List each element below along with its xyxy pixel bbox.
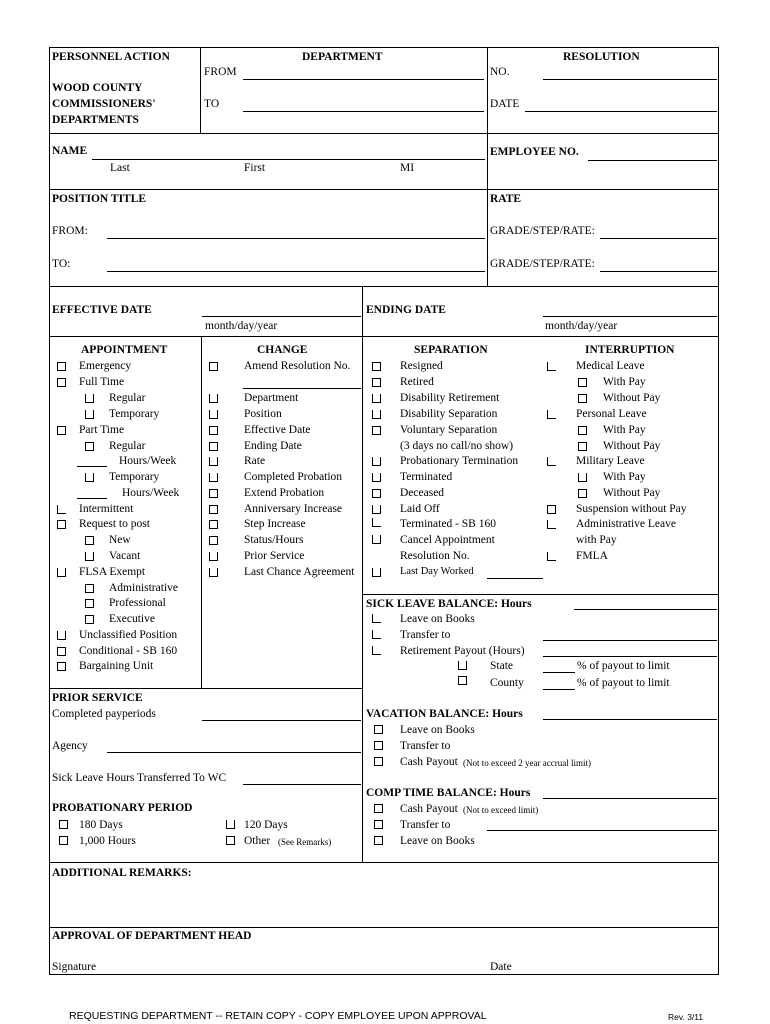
effective-date-change-checkbox[interactable]: [209, 426, 218, 435]
appointment-option: Executive: [109, 613, 155, 625]
name-field[interactable]: [92, 147, 485, 160]
administrative-checkbox[interactable]: [85, 584, 94, 593]
appointment-option: Part Time: [79, 424, 125, 436]
comp-leave-on-books-checkbox[interactable]: [374, 836, 383, 845]
extend-probation-checkbox[interactable]: [209, 489, 218, 498]
intermittent-checkbox[interactable]: [57, 505, 66, 514]
military-leave-checkbox[interactable]: [547, 457, 556, 466]
sick-leave-option: Retirement Payout (Hours): [400, 645, 525, 657]
appointment-heading: APPOINTMENT: [81, 344, 168, 356]
sick-leave-option: State: [490, 660, 513, 672]
interruption-option: Administrative Leave: [576, 518, 676, 530]
separation-note: (3 days no call/no show): [400, 440, 514, 452]
change-option: Status/Hours: [244, 534, 304, 546]
change-option: Rate: [244, 455, 266, 467]
interruption-option: With Pay: [603, 471, 646, 483]
approval-heading: APPROVAL OF DEPARTMENT HEAD: [52, 930, 252, 942]
completed-probation-checkbox[interactable]: [209, 473, 218, 482]
terminated-sb160-checkbox[interactable]: [372, 518, 381, 527]
county-percent-blank[interactable]: [543, 689, 575, 690]
vacation-cash-payout-checkbox[interactable]: [374, 757, 383, 766]
professional-checkbox[interactable]: [85, 599, 94, 608]
medical-with-pay-checkbox[interactable]: [578, 378, 587, 387]
department-change-checkbox[interactable]: [209, 394, 218, 403]
appointment-option: Conditional - SB 160: [79, 645, 178, 657]
signature-label: Signature: [52, 961, 97, 973]
appointment-option: Bargaining Unit: [79, 660, 154, 672]
completed-payperiods-label: Completed payperiods: [52, 708, 156, 720]
grade-to-label: GRADE/STEP/RATE:: [490, 258, 595, 270]
change-option: Anniversary Increase: [244, 503, 343, 515]
resolution-no-label: NO.: [490, 66, 510, 78]
divider: [201, 336, 202, 688]
resolution-no-field[interactable]: [543, 67, 717, 80]
approval-date-label: Date: [490, 961, 512, 973]
vacation-option: Transfer to: [400, 740, 451, 752]
full-time-regular-checkbox[interactable]: [85, 394, 94, 403]
interruption-option: with Pay: [576, 534, 617, 546]
footer-copy-note: REQUESTING DEPARTMENT -- RETAIN COPY - COPY EMPLOYEE UPON APPROVAL: [69, 1010, 487, 1022]
rate-label: RATE: [490, 193, 522, 205]
separation-option: Retired: [400, 376, 434, 388]
change-option: Completed Probation: [244, 471, 343, 483]
bargaining-unit-checkbox[interactable]: [57, 662, 66, 671]
interruption-heading: INTERRUPTION: [585, 344, 675, 356]
fmla-checkbox[interactable]: [547, 552, 556, 561]
interruption-option: With Pay: [603, 376, 646, 388]
cancel-appointment-checkbox[interactable]: [372, 535, 381, 544]
county-percent-label: % of payout to limit: [577, 677, 670, 689]
separation-option: Terminated - SB 160: [400, 518, 496, 530]
divider: [200, 47, 201, 133]
to-department-field[interactable]: [243, 99, 484, 112]
hours-week-blank[interactable]: [77, 498, 107, 499]
appointment-option: Regular: [109, 440, 146, 452]
prior-service-checkbox[interactable]: [209, 552, 218, 561]
status-hours-checkbox[interactable]: [209, 536, 218, 545]
position-title-label: POSITION TITLE: [52, 193, 147, 205]
step-increase-checkbox[interactable]: [209, 520, 218, 529]
separation-resolution-no: Resolution No.: [400, 550, 470, 562]
emergency-checkbox[interactable]: [57, 362, 66, 371]
separation-option: Terminated: [400, 471, 453, 483]
appointment-option: Hours/Week: [122, 487, 180, 499]
grade-from-label: GRADE/STEP/RATE:: [490, 225, 595, 237]
change-option: Extend Probation: [244, 487, 325, 499]
military-without-pay-checkbox[interactable]: [578, 489, 587, 498]
last-name-caption: Last: [110, 162, 130, 174]
comp-time-option: Cash Payout: [400, 803, 458, 815]
last-day-worked-blank[interactable]: [487, 578, 543, 579]
position-from-field[interactable]: [107, 226, 485, 239]
divider: [49, 286, 719, 287]
comp-time-heading: COMP TIME BALANCE: Hours: [366, 787, 531, 799]
new-checkbox[interactable]: [85, 536, 94, 545]
comp-transfer-blank[interactable]: [487, 830, 717, 831]
prior-service-heading: PRIOR SERVICE: [52, 692, 143, 704]
appointment-option: Professional: [109, 597, 166, 609]
comp-transfer-checkbox[interactable]: [374, 820, 383, 829]
agency-label: Agency: [52, 740, 88, 752]
comp-cash-note: (Not to exceed limit): [463, 805, 539, 815]
effective-date-label: EFFECTIVE DATE: [52, 304, 152, 316]
disability-separation-checkbox[interactable]: [372, 410, 381, 419]
vacation-option: Cash Payout: [400, 756, 458, 768]
divider: [49, 189, 719, 190]
flsa-exempt-checkbox[interactable]: [57, 568, 66, 577]
change-option: Ending Date: [244, 440, 302, 452]
amend-resolution-checkbox[interactable]: [209, 362, 218, 371]
terminated-checkbox[interactable]: [372, 473, 381, 482]
separation-option: Voluntary Separation: [400, 424, 498, 436]
vacation-option: Leave on Books: [400, 724, 475, 736]
administrative-leave-checkbox[interactable]: [547, 520, 556, 529]
interruption-option: FMLA: [576, 550, 608, 562]
divider: [49, 133, 719, 134]
retirement-payout-blank[interactable]: [543, 656, 717, 657]
probation-option: Other: [244, 835, 271, 847]
part-time-regular-checkbox[interactable]: [85, 442, 94, 451]
ending-date-label: ENDING DATE: [366, 304, 446, 316]
full-time-checkbox[interactable]: [57, 378, 66, 387]
probation-option: 180 Days: [79, 819, 123, 831]
appointment-option: Request to post: [79, 518, 150, 530]
suspension-without-pay-checkbox[interactable]: [547, 505, 556, 514]
interruption-option: Medical Leave: [576, 360, 645, 372]
state-percent-label: % of payout to limit: [577, 660, 670, 672]
last-chance-agreement-checkbox[interactable]: [209, 568, 218, 577]
interruption-option: Without Pay: [603, 440, 661, 452]
sick-leave-heading: SICK LEAVE BALANCE: Hours: [366, 598, 532, 610]
military-with-pay-checkbox[interactable]: [578, 473, 587, 482]
ending-date-format: month/day/year: [545, 320, 618, 332]
position-to-field[interactable]: [107, 259, 485, 272]
comp-time-hours-blank[interactable]: [543, 798, 717, 799]
effective-date-field[interactable]: [202, 304, 361, 317]
rate-change-checkbox[interactable]: [209, 457, 218, 466]
additional-remarks-heading: ADDITIONAL REMARKS:: [52, 867, 192, 879]
appointment-option: Unclassified Position: [79, 629, 178, 641]
separation-heading: SEPARATION: [414, 344, 488, 356]
county-payout-checkbox[interactable]: [458, 676, 467, 685]
first-name-caption: First: [244, 162, 266, 174]
employee-no-label: EMPLOYEE NO.: [490, 146, 579, 158]
resigned-checkbox[interactable]: [372, 362, 381, 371]
comp-time-option: Leave on Books: [400, 835, 475, 847]
appointment-option: New: [109, 534, 131, 546]
agency-blank[interactable]: [107, 752, 361, 753]
additional-remarks-area[interactable]: [52, 882, 716, 924]
name-label: NAME: [52, 145, 88, 157]
comp-time-option: Transfer to: [400, 819, 451, 831]
medical-leave-checkbox[interactable]: [547, 362, 556, 371]
disability-retirement-checkbox[interactable]: [372, 394, 381, 403]
probation-1000-hours-checkbox[interactable]: [59, 836, 68, 845]
conditional-sb160-checkbox[interactable]: [57, 647, 66, 656]
vacation-cash-note: (Not to exceed 2 year accrual limit): [463, 758, 591, 768]
sick-transfer-checkbox[interactable]: [372, 630, 381, 639]
effective-date-format: month/day/year: [205, 320, 278, 332]
middle-initial-caption: MI: [400, 162, 415, 174]
change-option: Position: [244, 408, 282, 420]
resolution-date-field[interactable]: [525, 99, 717, 112]
interruption-option: With Pay: [603, 424, 646, 436]
request-to-post-checkbox[interactable]: [57, 520, 66, 529]
amend-resolution-blank[interactable]: [243, 388, 361, 389]
change-option: Department: [244, 392, 299, 404]
deceased-checkbox[interactable]: [372, 489, 381, 498]
hours-week-blank[interactable]: [77, 466, 107, 467]
divider: [49, 688, 362, 689]
change-option: Step Increase: [244, 518, 306, 530]
separation-option: Laid Off: [400, 503, 440, 515]
personal-with-pay-checkbox[interactable]: [578, 426, 587, 435]
sick-leave-option: County: [490, 677, 524, 689]
sick-transfer-wc-blank[interactable]: [243, 784, 361, 785]
divider: [362, 594, 719, 595]
separation-option: Disability Separation: [400, 408, 498, 420]
sick-leave-on-books-checkbox[interactable]: [372, 614, 381, 623]
sick-leave-hours-blank[interactable]: [574, 609, 717, 610]
sick-leave-option: Leave on Books: [400, 613, 475, 625]
probation-option: 1,000 Hours: [79, 835, 136, 847]
comp-cash-payout-checkbox[interactable]: [374, 804, 383, 813]
last-day-worked-checkbox[interactable]: [372, 568, 381, 577]
appointment-option: Full Time: [79, 376, 125, 388]
change-option: Amend Resolution No.: [244, 360, 351, 372]
divider: [49, 862, 719, 863]
sick-transfer-blank[interactable]: [543, 640, 717, 641]
vacation-balance-heading: VACATION BALANCE: Hours: [366, 708, 523, 720]
resolution-date-label: DATE: [490, 98, 520, 110]
vacation-leave-on-books-checkbox[interactable]: [374, 725, 383, 734]
to-department-label: TO: [204, 98, 220, 110]
change-heading: CHANGE: [257, 344, 308, 356]
state-percent-blank[interactable]: [543, 672, 575, 673]
revision-label: Rev. 3/11: [668, 1012, 704, 1022]
from-department-field[interactable]: [243, 67, 484, 80]
ending-date-change-checkbox[interactable]: [209, 442, 218, 451]
separation-option: Probationary Termination: [400, 455, 519, 467]
position-from-label: FROM:: [52, 225, 88, 237]
appointment-option: FLSA Exempt: [79, 566, 146, 578]
appointment-option: Regular: [109, 392, 146, 404]
vacation-transfer-checkbox[interactable]: [374, 741, 383, 750]
part-time-temporary-checkbox[interactable]: [85, 473, 94, 482]
form-title: PERSONNEL ACTION: [52, 51, 170, 63]
separation-option: Resigned: [400, 360, 443, 372]
full-time-temporary-checkbox[interactable]: [85, 410, 94, 419]
org-line-2: COMMISSIONERS': [52, 98, 156, 110]
divider: [49, 336, 719, 337]
interruption-option: Without Pay: [603, 487, 661, 499]
separation-option: Last Day Worked: [400, 566, 474, 577]
part-time-checkbox[interactable]: [57, 426, 66, 435]
completed-payperiods-blank[interactable]: [202, 720, 361, 721]
voluntary-separation-checkbox[interactable]: [372, 426, 381, 435]
position-change-checkbox[interactable]: [209, 410, 218, 419]
probationary-period-heading: PROBATIONARY PERIOD: [52, 802, 193, 814]
probationary-termination-checkbox[interactable]: [372, 457, 381, 466]
interruption-option: Military Leave: [576, 455, 645, 467]
sick-leave-option: Transfer to: [400, 629, 451, 641]
appointment-option: Vacant: [109, 550, 141, 562]
resolution-heading: RESOLUTION: [563, 51, 640, 63]
appointment-option: Intermittent: [79, 503, 134, 515]
retired-checkbox[interactable]: [372, 378, 381, 387]
divider: [487, 47, 488, 286]
appointment-option: Administrative: [109, 582, 178, 594]
org-line-1: WOOD COUNTY: [52, 82, 143, 94]
grade-to-field[interactable]: [600, 259, 717, 272]
laid-off-checkbox[interactable]: [372, 505, 381, 514]
employee-no-field[interactable]: [588, 148, 717, 161]
separation-option: Deceased: [400, 487, 445, 499]
appointment-option: Temporary: [109, 408, 160, 420]
change-option: Last Chance Agreement: [244, 566, 355, 578]
state-payout-checkbox[interactable]: [458, 661, 467, 670]
personal-without-pay-checkbox[interactable]: [578, 442, 587, 451]
vacant-checkbox[interactable]: [85, 552, 94, 561]
executive-checkbox[interactable]: [85, 615, 94, 624]
interruption-option: Personal Leave: [576, 408, 647, 420]
probation-120-days-checkbox[interactable]: [226, 820, 235, 829]
retirement-payout-checkbox[interactable]: [372, 646, 381, 655]
divider: [362, 286, 363, 862]
appointment-option: Hours/Week: [119, 455, 177, 467]
appointment-option: Emergency: [79, 360, 132, 372]
separation-option: Disability Retirement: [400, 392, 500, 404]
probation-other-checkbox[interactable]: [226, 836, 235, 845]
medical-without-pay-checkbox[interactable]: [578, 394, 587, 403]
appointment-option: Temporary: [109, 471, 160, 483]
grade-from-field[interactable]: [600, 226, 717, 239]
ending-date-field[interactable]: [543, 304, 717, 317]
unclassified-position-checkbox[interactable]: [57, 631, 66, 640]
probation-other-note: (See Remarks): [278, 837, 332, 847]
vacation-hours-blank[interactable]: [543, 719, 717, 720]
interruption-option: Suspension without Pay: [576, 503, 687, 515]
separation-option: Cancel Appointment: [400, 534, 495, 546]
change-option: Prior Service: [244, 550, 305, 562]
probation-180-days-checkbox[interactable]: [59, 820, 68, 829]
sick-transfer-wc-label: Sick Leave Hours Transferred To WC: [52, 772, 227, 784]
org-line-3: DEPARTMENTS: [52, 114, 139, 126]
position-to-label: TO:: [52, 258, 71, 270]
from-department-label: FROM: [204, 66, 237, 78]
probation-option: 120 Days: [244, 819, 288, 831]
anniversary-increase-checkbox[interactable]: [209, 505, 218, 514]
divider: [49, 927, 719, 928]
change-option: Effective Date: [244, 424, 311, 436]
department-heading: DEPARTMENT: [302, 51, 383, 63]
personal-leave-checkbox[interactable]: [547, 410, 556, 419]
interruption-option: Without Pay: [603, 392, 661, 404]
